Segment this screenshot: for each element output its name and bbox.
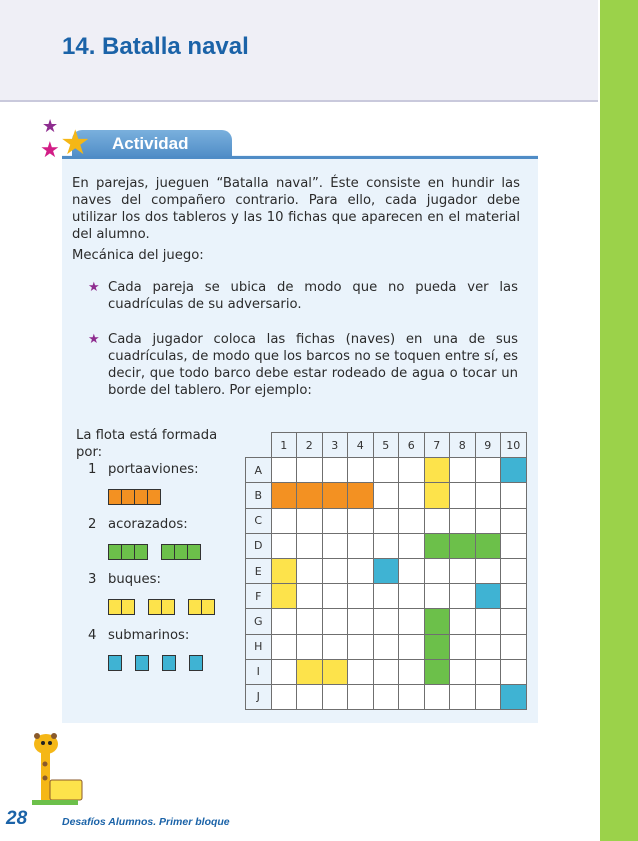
board-column-header: 8 — [450, 433, 476, 458]
board-cell — [348, 508, 374, 533]
board-column-header: 2 — [297, 433, 323, 458]
board-row-header: I — [246, 659, 272, 684]
footer-text: Desafíos Alumnos. Primer bloque — [62, 816, 230, 828]
board-cell — [271, 483, 297, 508]
board-cell — [450, 684, 476, 709]
fleet-item-number: 2 — [88, 517, 97, 532]
page-number: 28 — [6, 808, 28, 829]
board-cell — [501, 609, 527, 634]
ship-sample — [189, 655, 203, 671]
board-cell — [424, 483, 450, 508]
board-cell — [348, 558, 374, 583]
board-cell — [475, 558, 501, 583]
board-cell — [450, 483, 476, 508]
board-cell — [322, 584, 348, 609]
board-cell — [271, 659, 297, 684]
board-cell — [475, 584, 501, 609]
board-cell — [424, 609, 450, 634]
board-cell — [399, 659, 425, 684]
board-cell — [424, 584, 450, 609]
board-cell — [475, 609, 501, 634]
board-cell — [373, 584, 399, 609]
board-cell — [501, 558, 527, 583]
fleet-item-number: 4 — [88, 628, 97, 643]
board-cell — [297, 458, 323, 483]
board-cell — [399, 533, 425, 558]
board-cell — [322, 533, 348, 558]
board-cell — [348, 659, 374, 684]
board-row-header: F — [246, 584, 272, 609]
board-cell — [475, 508, 501, 533]
fleet-item-label: buques: — [108, 572, 161, 587]
board-row-header: H — [246, 634, 272, 659]
board-cell — [297, 659, 323, 684]
fleet-item-number: 3 — [88, 572, 97, 587]
board-cell — [501, 483, 527, 508]
board-cell — [322, 684, 348, 709]
ship-sample — [135, 655, 149, 671]
fleet-item-label: acorazados: — [108, 517, 188, 532]
board-cell — [271, 533, 297, 558]
board-column-header: 3 — [322, 433, 348, 458]
board-cell — [475, 684, 501, 709]
board-row-header: G — [246, 609, 272, 634]
board-cell — [373, 609, 399, 634]
board-cell — [424, 634, 450, 659]
board-cell — [399, 584, 425, 609]
board-cell — [373, 634, 399, 659]
board-cell — [271, 684, 297, 709]
board-cell — [373, 684, 399, 709]
board-cell — [271, 634, 297, 659]
ship-sample — [161, 544, 201, 560]
board-cell — [322, 558, 348, 583]
board-cell — [297, 584, 323, 609]
board-cell — [475, 533, 501, 558]
board-cell — [348, 609, 374, 634]
board-cell — [271, 508, 297, 533]
board-row-header: A — [246, 458, 272, 483]
board-cell — [501, 533, 527, 558]
board-cell — [424, 684, 450, 709]
board-column-header: 9 — [475, 433, 501, 458]
board-cell — [297, 558, 323, 583]
board-cell — [271, 458, 297, 483]
board-cell — [501, 634, 527, 659]
board-cell — [373, 659, 399, 684]
page-title: 14. Batalla naval — [62, 33, 249, 60]
board-cell — [399, 458, 425, 483]
board-cell — [424, 558, 450, 583]
ship-sample — [162, 655, 176, 671]
activity-tab-underline — [62, 156, 538, 159]
fleet-heading: La flota está formada por: — [76, 428, 218, 460]
board-cell — [424, 458, 450, 483]
board-cell — [322, 609, 348, 634]
board-cell — [271, 609, 297, 634]
board-cell — [450, 558, 476, 583]
board-row-header: D — [246, 533, 272, 558]
board-cell — [501, 458, 527, 483]
board-cell — [501, 659, 527, 684]
fleet-item-number: 1 — [88, 462, 97, 477]
board-cell — [373, 508, 399, 533]
board-row-header: E — [246, 558, 272, 583]
star-icon: ★ — [60, 123, 91, 163]
board-row-header: C — [246, 508, 272, 533]
board-cell — [475, 458, 501, 483]
board-column-header: 1 — [271, 433, 297, 458]
board-cell — [322, 634, 348, 659]
board-cell — [348, 533, 374, 558]
header-rule — [0, 100, 598, 102]
board-cell — [399, 634, 425, 659]
board-cell — [373, 558, 399, 583]
board-cell — [450, 609, 476, 634]
board-column-header: 6 — [399, 433, 425, 458]
battleship-board — [245, 432, 527, 710]
board-cell — [322, 483, 348, 508]
board-cell — [322, 508, 348, 533]
board-cell — [424, 659, 450, 684]
board-cell — [501, 584, 527, 609]
board-cell — [450, 659, 476, 684]
ship-sample — [108, 655, 122, 671]
bullet-star-icon: ★ — [88, 332, 100, 347]
board-cell — [424, 533, 450, 558]
board-cell — [297, 634, 323, 659]
board-cell — [450, 458, 476, 483]
board-cell — [399, 483, 425, 508]
board-cell — [501, 684, 527, 709]
board-cell — [373, 458, 399, 483]
board-cell — [475, 634, 501, 659]
ship-sample — [148, 599, 175, 615]
board-cell — [297, 609, 323, 634]
board-cell — [450, 584, 476, 609]
board-column-header: 4 — [348, 433, 374, 458]
board-cell — [475, 483, 501, 508]
activity-tab-label: Actividad — [112, 134, 189, 153]
fleet-item-label: portaaviones: — [108, 462, 199, 477]
green-side-strip — [600, 0, 638, 841]
ship-sample — [108, 599, 135, 615]
board-cell — [475, 659, 501, 684]
board-cell — [348, 684, 374, 709]
board-column-header: 5 — [373, 433, 399, 458]
board-cell — [450, 533, 476, 558]
board-cell — [348, 483, 374, 508]
ship-sample — [108, 489, 161, 505]
board-cell — [373, 483, 399, 508]
board-cell — [424, 508, 450, 533]
giraffe-mascot-icon — [24, 728, 86, 810]
board-cell — [297, 684, 323, 709]
board-row-header: B — [246, 483, 272, 508]
fleet-item-label: submarinos: — [108, 628, 190, 643]
board-column-header: 7 — [424, 433, 450, 458]
board-cell — [271, 584, 297, 609]
board-cell — [399, 684, 425, 709]
board-cell — [501, 508, 527, 533]
board-cell — [297, 508, 323, 533]
board-column-header: 10 — [501, 433, 527, 458]
board-cell — [373, 533, 399, 558]
board-cell — [297, 533, 323, 558]
bullet-star-icon: ★ — [88, 280, 100, 295]
board-cell — [450, 634, 476, 659]
bullet-1: Cada pareja se ubica de modo que no pueda ver las cuadrículas de su adversario. — [108, 280, 518, 312]
board-cell — [450, 508, 476, 533]
ship-sample — [188, 599, 215, 615]
board-cell — [322, 659, 348, 684]
star-icon: ★ — [42, 116, 59, 137]
bullet-2: Cada jugador coloca las fichas (naves) en una de sus cuadrículas, de modo que los barcos no se toquen entre sí, es decir, que todo barco debe estar rodeado de agua o tocar un borde del tablero. Por ejemplo: — [108, 332, 518, 398]
board-cell — [271, 558, 297, 583]
mechanics-heading: Mecánica del juego: — [72, 248, 204, 263]
board-cell — [399, 508, 425, 533]
board-cell — [348, 634, 374, 659]
board-cell — [348, 458, 374, 483]
board-cell — [322, 458, 348, 483]
board-cell — [399, 558, 425, 583]
intro-paragraph: En parejas, jueguen “Batalla naval”. Éste consiste en hundir las naves del compañero contrario. Para ello, cada jugador debe utilizar los dos tableros y las 10 fichas que aparecen en el material del alumno. — [72, 176, 520, 242]
board-cell — [297, 483, 323, 508]
board-cell — [348, 584, 374, 609]
board-row-header: J — [246, 684, 272, 709]
ship-sample — [108, 544, 148, 560]
star-icon: ★ — [40, 138, 60, 163]
board-cell — [399, 609, 425, 634]
